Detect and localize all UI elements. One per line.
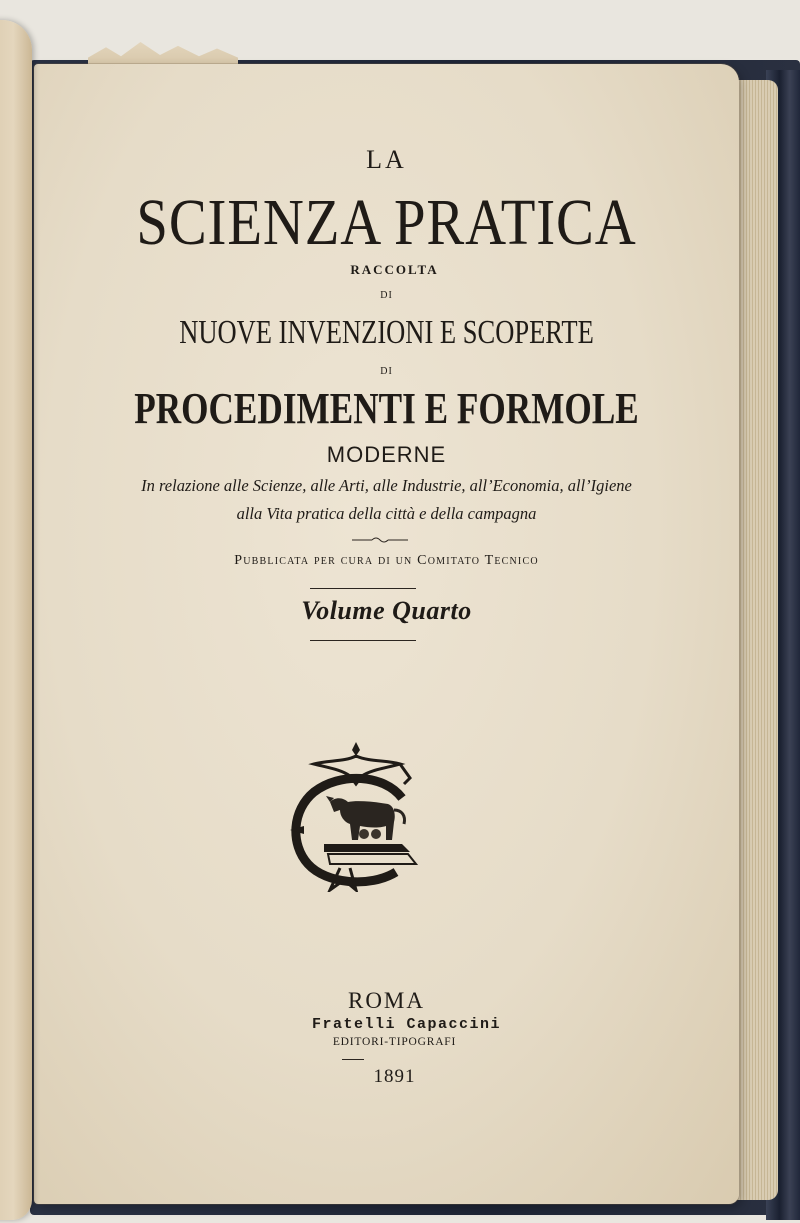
di-label-1: DI: [380, 290, 393, 301]
subtitle-inventions: NUOVE INVENZIONI E SCOPERTE: [179, 314, 594, 351]
place-of-publication: ROMA: [347, 988, 425, 1013]
left-page-leaf: [0, 20, 32, 1220]
di-label-2: DI: [380, 366, 393, 377]
rule-below-volume: [310, 640, 416, 641]
volume-label: Volume Quarto: [301, 596, 472, 625]
ornament-divider: [352, 536, 408, 544]
description-line-2: alla Vita pratica della città e della campagna: [236, 504, 537, 523]
publication-year: 1891: [373, 1066, 416, 1087]
publisher-role: EDITORI-TIPOGRAFI: [332, 1036, 457, 1048]
editorial-note: Pubblicata per cura di un Comitato Tecnico: [234, 553, 539, 568]
book-title: SCIENZA PRATICA: [136, 186, 637, 259]
raccolta-label: RACCOLTA: [350, 262, 439, 277]
publisher-name: Fratelli Capaccini: [311, 1016, 502, 1033]
title-article: LA: [366, 145, 407, 174]
subtitle-procedures: PROCEDIMENTI E FORMOLE: [134, 384, 639, 433]
description-line-1: In relazione alle Scienze, alle Arti, alle Industrie, all’Economia, all’Igiene: [141, 476, 632, 495]
rule-above-volume: [310, 588, 416, 589]
rule-above-year: [342, 1059, 364, 1060]
she-wolf-c-monogram-icon: [284, 740, 428, 892]
subtitle-modern: MODERNE: [326, 442, 447, 467]
